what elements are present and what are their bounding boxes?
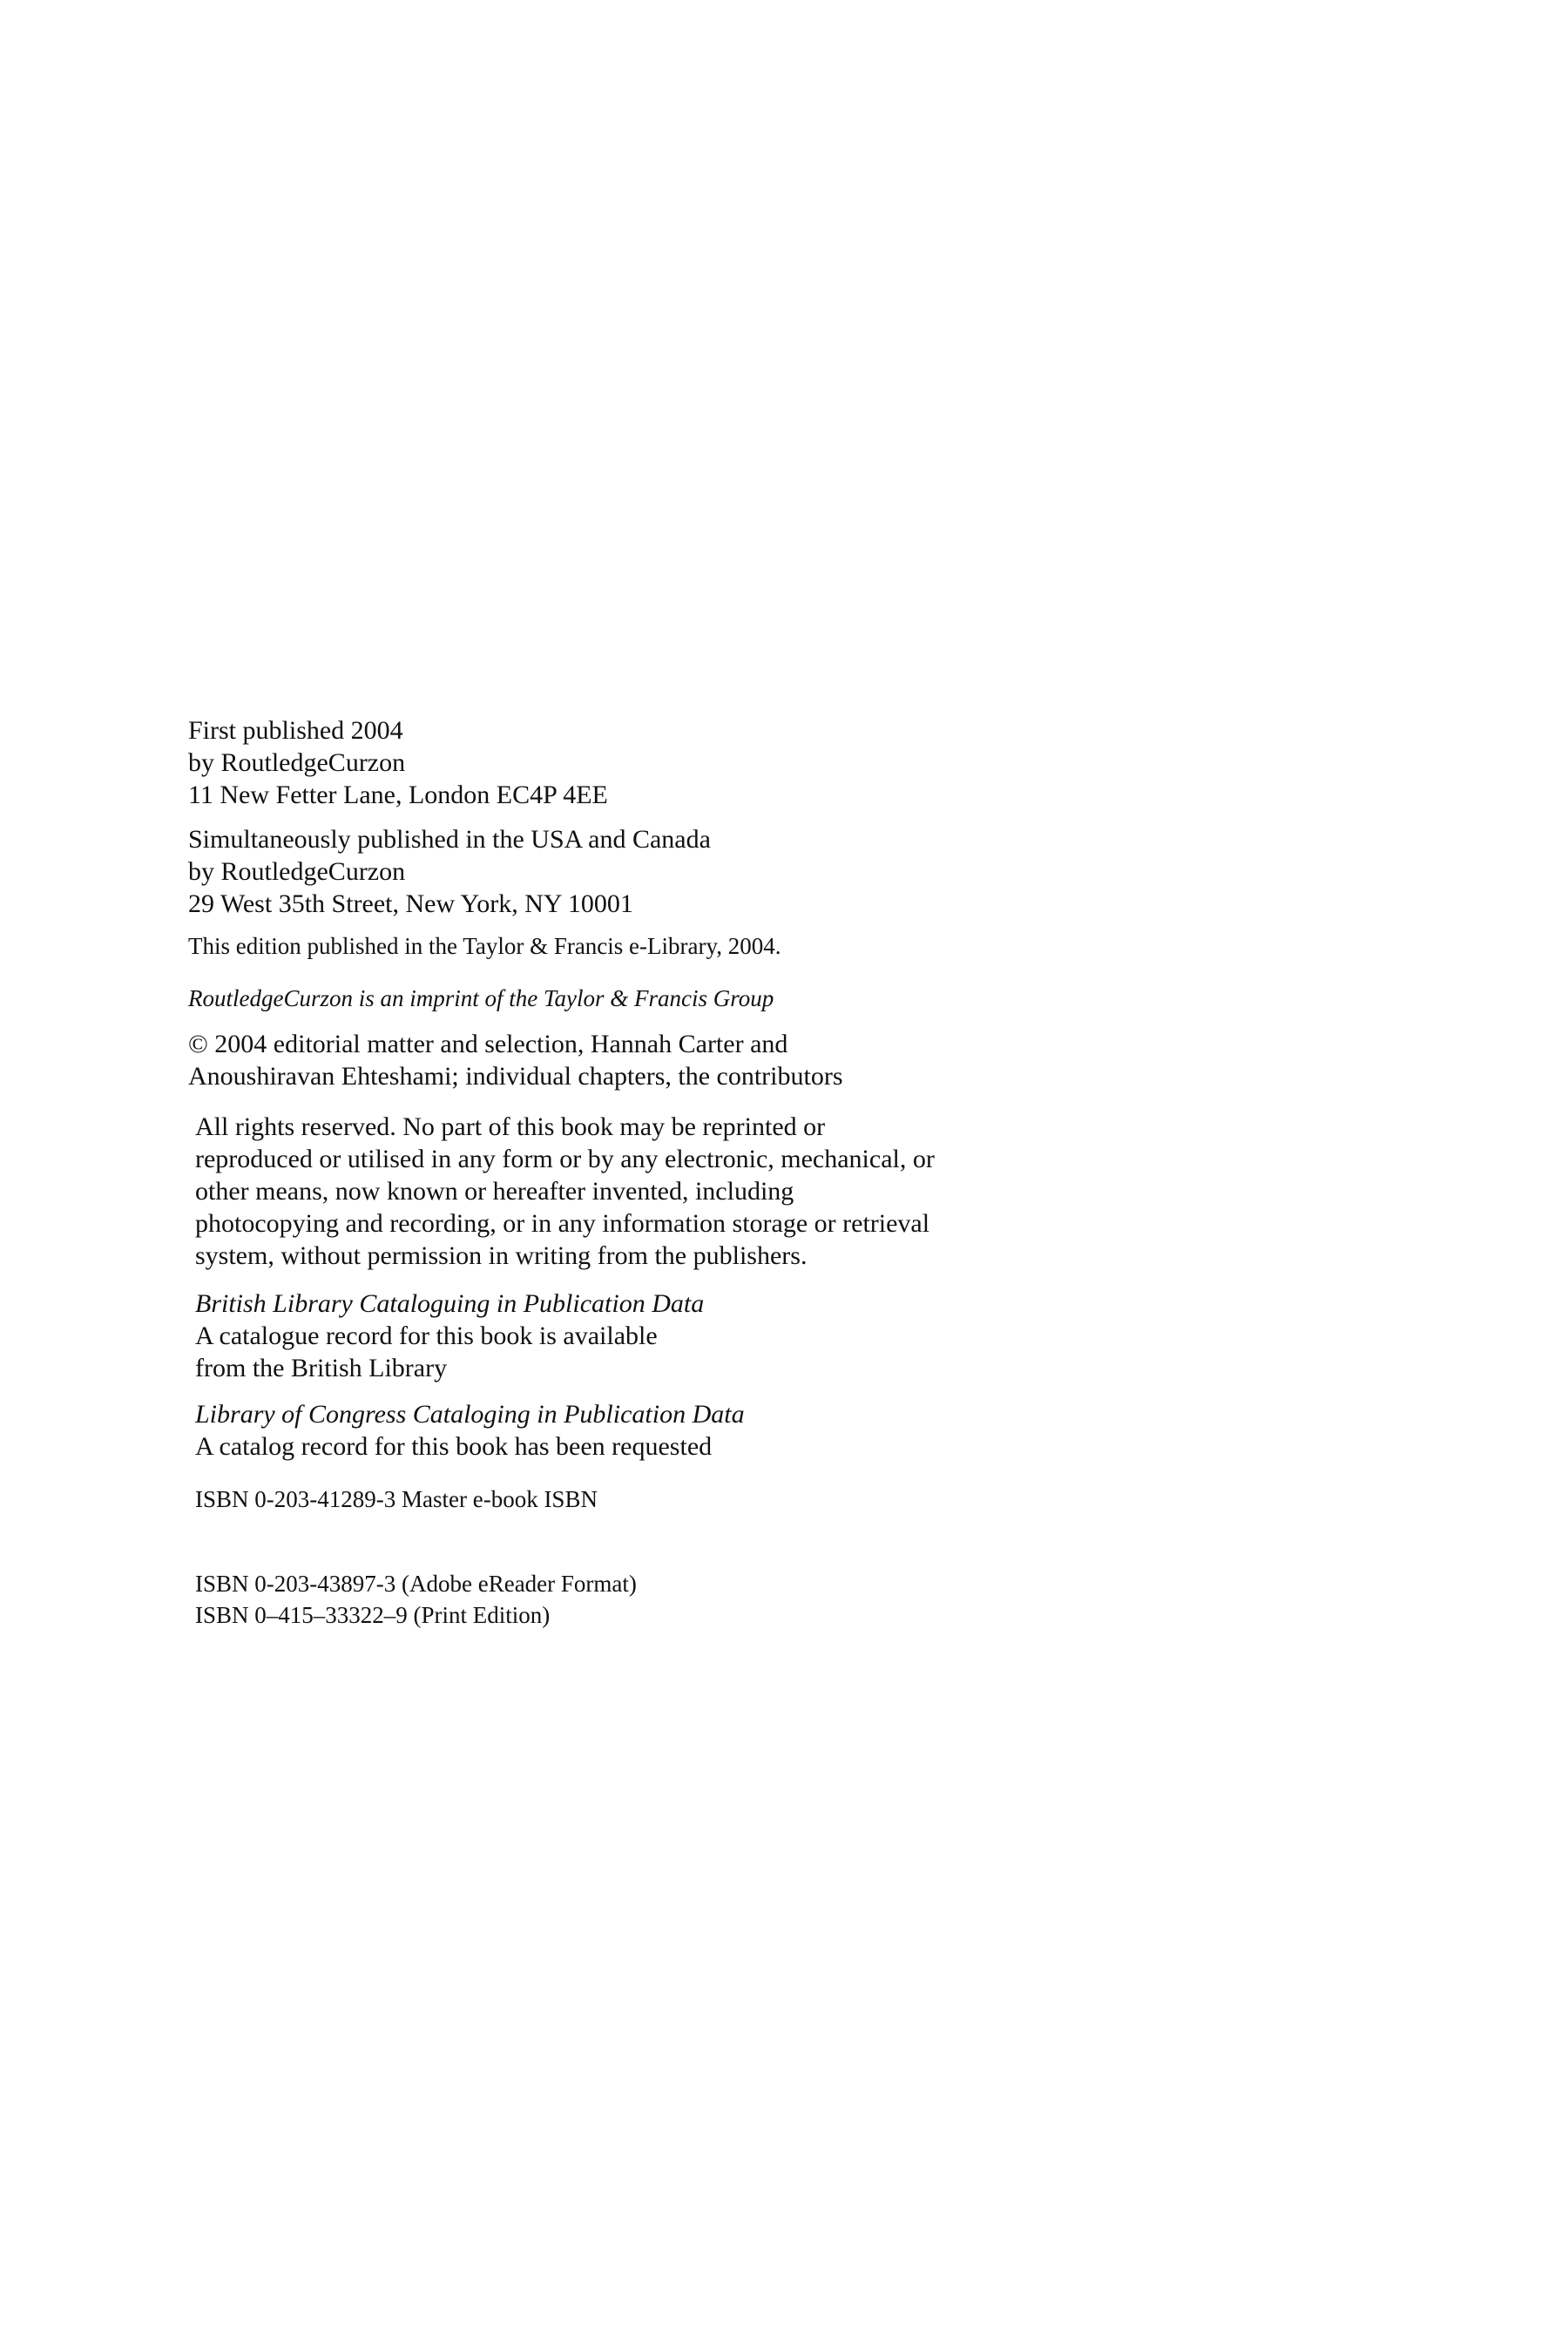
rights-line: photocopying and recording, or in any information storage or retrieval — [195, 1209, 930, 1238]
copyright-block — [188, 1028, 843, 1092]
british-library-line: from the British Library — [195, 1354, 448, 1382]
rights-line: reproduced or utilised in any form or by any electronic, mechanical, or — [195, 1145, 935, 1173]
first-published-block — [188, 714, 608, 811]
us-address-line: 29 West 35th Street, New York, NY 10001 — [188, 889, 633, 918]
isbn-print: ISBN 0–415–33322–9 (Print Edition) — [195, 1602, 551, 1628]
library-of-congress-block — [195, 1398, 745, 1463]
library-of-congress-line: A catalog record for this book has been requested — [195, 1432, 713, 1461]
imprint-note-block — [188, 983, 774, 1014]
first-published-line: First published 2004 — [188, 716, 403, 745]
publisher-line: by RoutledgeCurzon — [188, 748, 406, 777]
isbn-ereader: ISBN 0-203-43897-3 (Adobe eReader Format) — [195, 1571, 637, 1597]
library-of-congress-heading: Library of Congress Cataloging in Publication Data — [195, 1400, 745, 1429]
us-publisher-line: by RoutledgeCurzon — [188, 857, 406, 886]
isbn-master: ISBN 0-203-41289-3 Master e-book ISBN — [195, 1486, 598, 1512]
imprint-note: RoutledgeCurzon is an imprint of the Taylor & Francis Group — [188, 985, 774, 1011]
edition-note-block — [188, 930, 781, 962]
simultaneous-line: Simultaneously published in the USA and Canada — [188, 825, 711, 854]
edition-note: This edition published in the Taylor & Francis e-Library, 2004. — [188, 933, 781, 959]
copyright-line: Anoushiravan Ehteshami; individual chapters, the contributors — [188, 1062, 843, 1091]
british-library-heading: British Library Cataloguing in Publication Data — [195, 1289, 705, 1318]
publisher-address-line: 11 New Fetter Lane, London EC4P 4EE — [188, 781, 608, 809]
british-library-block — [195, 1288, 704, 1384]
copyright-line: © 2004 editorial matter and selection, Hannah Carter and — [188, 1030, 788, 1058]
rights-block — [195, 1111, 935, 1272]
rights-line: All rights reserved. No part of this book may be reprinted or — [195, 1112, 826, 1141]
british-library-line: A catalogue record for this book is available — [195, 1321, 658, 1350]
isbn-master-block — [195, 1484, 598, 1515]
rights-line: system, without permission in writing from the publishers. — [195, 1241, 808, 1270]
rights-line: other means, now known or hereafter invented, including — [195, 1177, 794, 1206]
simultaneous-block — [188, 823, 711, 920]
isbn-other-block — [195, 1568, 637, 1631]
